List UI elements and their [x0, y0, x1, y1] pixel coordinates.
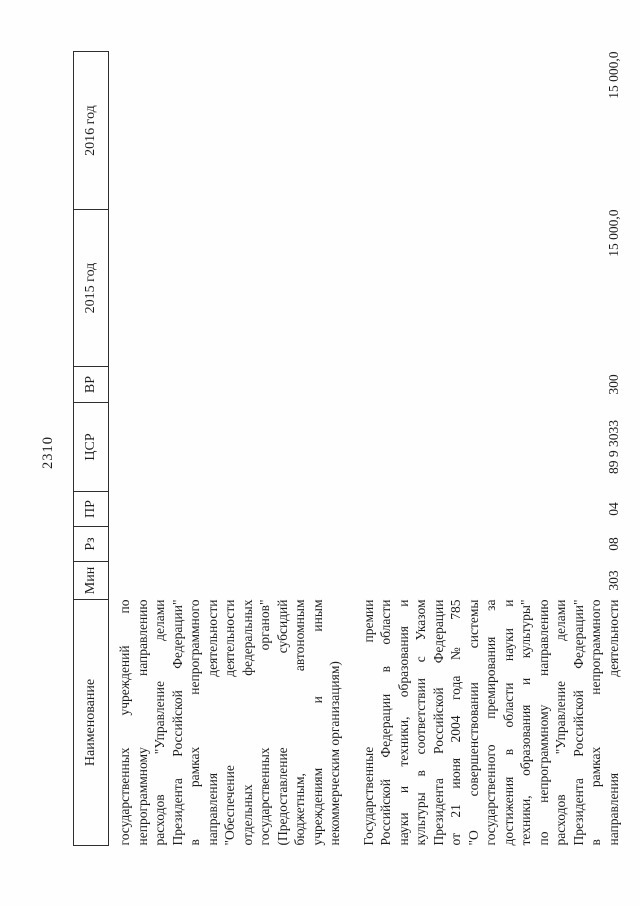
name-cell	[109, 600, 360, 846]
name-line: Президента Российской Федерации"	[169, 599, 185, 846]
csr-cell: 89 9 3033	[605, 420, 621, 474]
header-rz: Рз	[74, 527, 109, 562]
name-line: направления деятельности	[605, 599, 621, 846]
pr-cell: 04	[605, 502, 621, 516]
amount-2015-cell: 15 000,0	[605, 209, 621, 257]
name-line: по непрограммному направлению	[535, 599, 551, 846]
rz-cell	[109, 527, 360, 562]
name-line: "Обеспечение деятельности	[222, 599, 237, 846]
header-csr: ЦСР	[74, 403, 109, 492]
amount-2015-cell	[109, 210, 360, 367]
name-line: в рамках непрограммного	[588, 599, 603, 846]
name-line: расходов "Управление делами	[553, 599, 568, 846]
table-row	[109, 52, 360, 846]
name-line: Президента Российской Федерации	[430, 599, 446, 846]
page-number: 2310	[40, 436, 56, 469]
header-vr: ВР	[74, 367, 109, 403]
table-row	[360, 52, 623, 846]
name-line: науки и техники, образования и	[395, 599, 411, 846]
name-line: отдельных федеральных	[239, 599, 255, 846]
name-line: достижения в области науки и	[500, 599, 516, 846]
name-line: расходов "Управление делами	[152, 599, 167, 846]
rz-cell: 08	[605, 537, 621, 551]
name-line: учреждениям и иным	[309, 599, 325, 846]
name-line: техники, образования и культуры"	[518, 599, 533, 846]
name-cell	[360, 600, 623, 846]
name-line: Президента Российской Федерации"	[570, 599, 586, 846]
name-line: непрограммному направлению	[134, 599, 150, 846]
name-line: некоммерческим организациям)	[327, 661, 342, 846]
name-line: в рамках непрограммного	[187, 599, 202, 846]
name-line: культуры в соответствии с Указом	[413, 599, 428, 846]
min-cell: 303	[605, 570, 621, 591]
name-line: от 21 июня 2004 года № 785	[448, 599, 463, 846]
header-2016: 2016 год	[74, 52, 109, 210]
header-name: Наименование	[74, 600, 109, 846]
name-line: бюджетным, автономным	[292, 599, 307, 846]
name-line: Российской Федерации в области	[378, 599, 393, 846]
vr-cell: 300	[605, 374, 621, 395]
vr-cell	[109, 367, 360, 403]
header-2015: 2015 год	[74, 210, 109, 367]
table-header-row	[74, 52, 109, 846]
name-line: "О совершенствовании системы	[465, 599, 481, 846]
csr-cell	[109, 403, 360, 492]
name-line: государственных учреждений по	[117, 599, 132, 846]
amount-2016-cell: 15 000,0	[605, 51, 621, 99]
name-line: Государственные премии	[360, 599, 376, 846]
name-line: (Предоставление субсидий	[274, 599, 290, 846]
header-pr: ПР	[74, 492, 109, 527]
header-min: Мин	[74, 562, 109, 600]
budget-table	[73, 51, 622, 846]
pr-cell	[109, 492, 360, 527]
amount-2016-cell	[109, 52, 360, 210]
name-line: государственных органов"	[257, 599, 272, 846]
min-cell	[109, 562, 360, 600]
name-line: направления деятельности	[204, 599, 220, 846]
name-line: государственного премирования за	[483, 599, 498, 846]
